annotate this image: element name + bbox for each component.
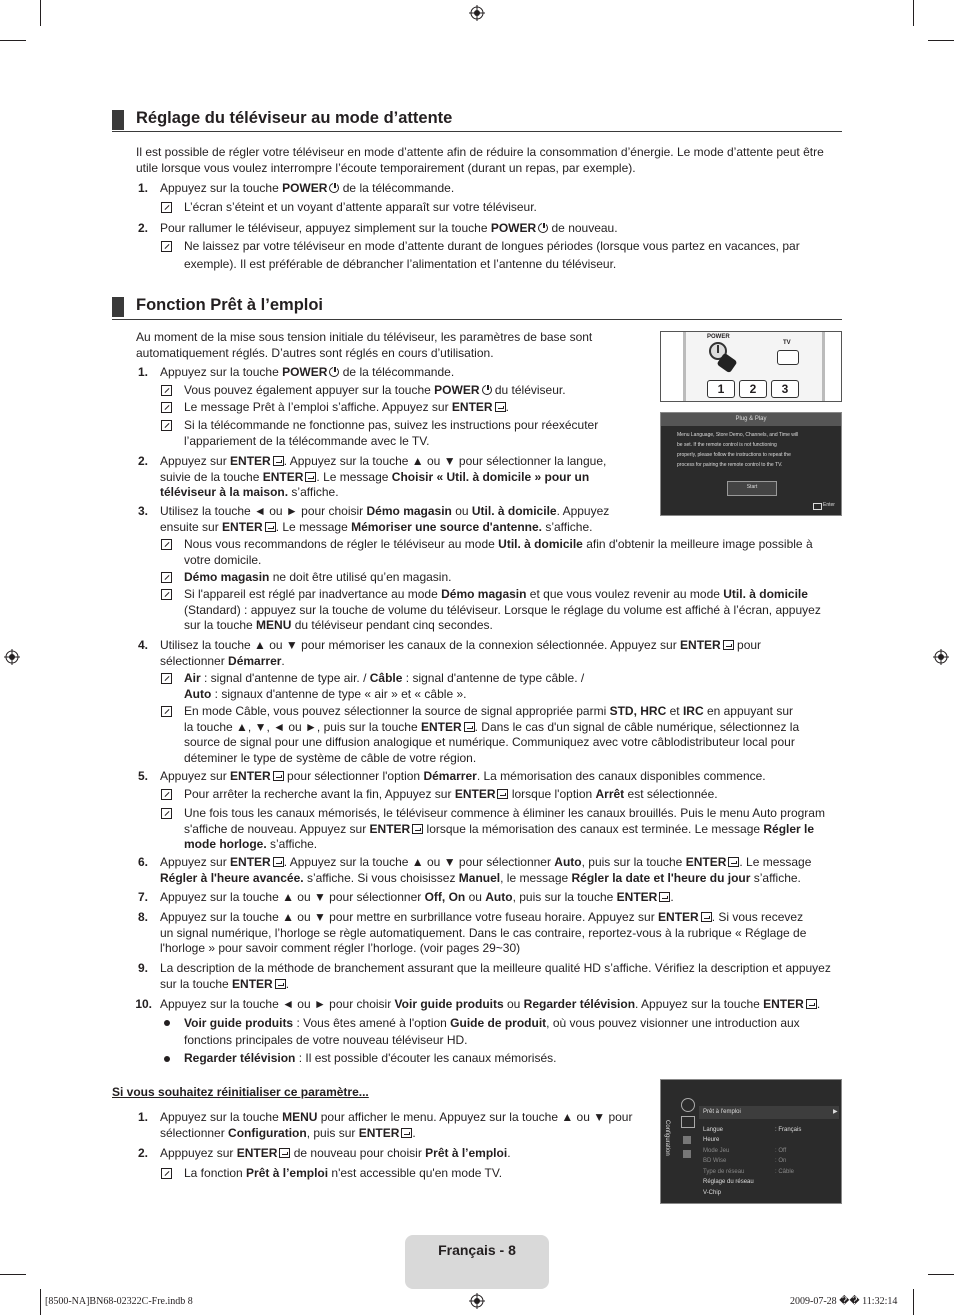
step-text: Appuyez sur la touche POWER de la télécommande. (160, 181, 455, 195)
power-icon (538, 223, 548, 233)
remote-illustration: POWER TV 1 2 3 (660, 331, 842, 402)
paragraph: utile lorsque vous voulez interrompre l’écoute temporairement (durant un repas, par exemple). (136, 161, 636, 175)
section-marker (112, 110, 124, 130)
file-info: [8500-NA]BN68-02322C-Fre.indb 8 (45, 1296, 193, 1307)
date-info: 2009-07-28 �� 11:32:14 (790, 1296, 898, 1307)
note-text: Ne laissez par votre téléviseur en mode d’attente durant de longues périodes (lorsque vous partez en vacances, par (184, 239, 800, 253)
registration-mark-icon (469, 1293, 485, 1309)
section-title: Réglage du téléviseur au mode d’attente (136, 109, 453, 127)
note-icon (161, 202, 172, 213)
paragraph: Il est possible de régler votre téléviseur en mode d’attente afin de réduire la consommation d’énergie. Le mode d’attente peut être (136, 145, 824, 159)
registration-mark-icon (933, 649, 949, 665)
plug-and-play-screen: Plug & Play Menu Language, Store Demo, Channels, and Time will be set. If the remote control is not functioning properly, please follow the instructions to repeat the process for pairing the remote control to the TV. Start Enter (660, 412, 842, 516)
section-title: Fonction Prêt à l’emploi (136, 296, 324, 314)
step-text: Pour rallumer le téléviseur, appuyez simplement sur la touche POWER de nouveau. (160, 221, 618, 235)
page-number: Français - 8 (438, 1242, 516, 1258)
section-marker (112, 297, 124, 317)
configuration-menu-screen: Configuration Prêt à l'emploi ▶ Langue : Français Heure Mode Jeu : Off BD Wise : On Type de réseau : Câble Réglage du réseau V-Chip (660, 1079, 842, 1204)
note-text: L’écran s’éteint et un voyant d’attente apparaît sur votre téléviseur. (184, 200, 537, 214)
note-icon (161, 241, 172, 252)
note-text: exemple). Il est préférable de débrancher l’alimentation et l’antenne du téléviseur. (184, 257, 617, 271)
subheading: Si vous souhaitez réinitialiser ce paramètre... (112, 1085, 369, 1099)
registration-mark-icon (4, 649, 20, 665)
power-icon (329, 183, 339, 193)
registration-mark-icon (469, 5, 485, 21)
